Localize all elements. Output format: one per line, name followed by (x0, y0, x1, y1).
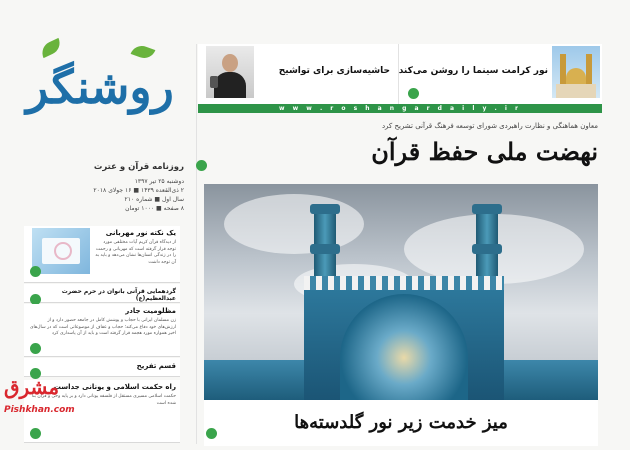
tagline: روزنامه قرآن و عترت (93, 162, 184, 172)
teaser-body: از دیدگاه قرآن کریم آیات مختلفی مورد توجه قرار گرفته است که مهربانی و رحمت را در زندگی انسان‌ها نشان می‌دهد و باید به آن توجه داشت (95, 240, 176, 265)
top-story-title: نور کرامت سینما را روشن می‌کند (398, 66, 548, 76)
page-marker-icon (196, 160, 207, 171)
teaser-title: گردهمایی قرآنی بانوان در حرم حضرت عبدالعظیم(ع) (61, 288, 176, 302)
date-line: سال اول ■ شماره ۲۱۰ (124, 196, 184, 203)
teaser-title: یک نکته نور مهربانی (105, 229, 176, 237)
photo-caption[interactable]: میز خدمت زیر نور گلدسته‌ها (204, 400, 598, 446)
teaser-quran-gathering[interactable] (24, 284, 180, 303)
logo-text: روشنگر (26, 60, 174, 114)
teaser-body: حکمت اسلامی مسیری مستقل از فلسفه یونانی دارد و بر پایه وحی و قرآن بنا شده است (31, 394, 176, 406)
speaker-portrait-icon (206, 46, 254, 98)
shrine-icon (552, 46, 600, 98)
top-banner (198, 44, 602, 104)
date-line: دوشنبه ۲۵ تیر ۱۳۹۷ (134, 178, 184, 185)
teaser-title: راه حکمت اسلامی و یونانی جداست (53, 383, 176, 391)
watermark-en: Pishkhan.com (4, 405, 75, 415)
side-wall (204, 360, 304, 400)
date-line: ۸ صفحه ■ ۱۰۰۰ تومان (125, 205, 184, 212)
mosque-portal (304, 276, 504, 400)
page-marker-icon (30, 266, 41, 277)
page-marker-icon (408, 88, 419, 99)
teaser-body: زن مسلمان ایرانی با حجاب و پوشش کامل در جامعه حضور دارد و از ارزش‌های خود دفاع می‌کند؛ حجاب و عفاف از موضوعاتی است که در سال‌های اخیر همواره مورد هجمه قرار گرفته است و باید از آن پاسداری کرد (30, 318, 176, 336)
leaf-icon (131, 43, 156, 62)
main-headline[interactable]: نهضت ملی حفظ قرآن (371, 137, 598, 166)
top-story-cinema[interactable] (398, 44, 602, 104)
teaser-title: مظلومیت جادر (125, 307, 176, 315)
masthead-logo (14, 22, 186, 158)
headline-kicker: معاون هماهنگی و نظارت راهبردی شورای توسعه فرهنگ قرآنی تشریح کرد (381, 122, 598, 130)
column-divider (196, 44, 197, 444)
page-marker-icon (30, 343, 41, 354)
website-url-strip: w w w . r o s h a n g a r d a i l y . i r (198, 104, 602, 113)
watermark-fa: مشرق (4, 375, 60, 399)
teaser-title: قسم تفریح (136, 362, 176, 370)
teaser-chador[interactable] (24, 304, 180, 357)
page-marker-icon (30, 428, 41, 439)
side-wall (504, 360, 598, 400)
mosque-photo (204, 184, 598, 400)
quran-heart-photo (32, 228, 90, 274)
top-story-tawashih[interactable] (198, 44, 399, 104)
top-story-title: حاشیه‌سازی برای تواشیح (278, 66, 390, 76)
page-marker-icon (206, 428, 217, 439)
watermark (4, 375, 75, 415)
leaf-icon (38, 38, 63, 58)
date-line: ۲ ذی‌القعده ۱۴۳۹ ■ ۱۶ جولای ۲۰۱۸ (93, 187, 184, 194)
